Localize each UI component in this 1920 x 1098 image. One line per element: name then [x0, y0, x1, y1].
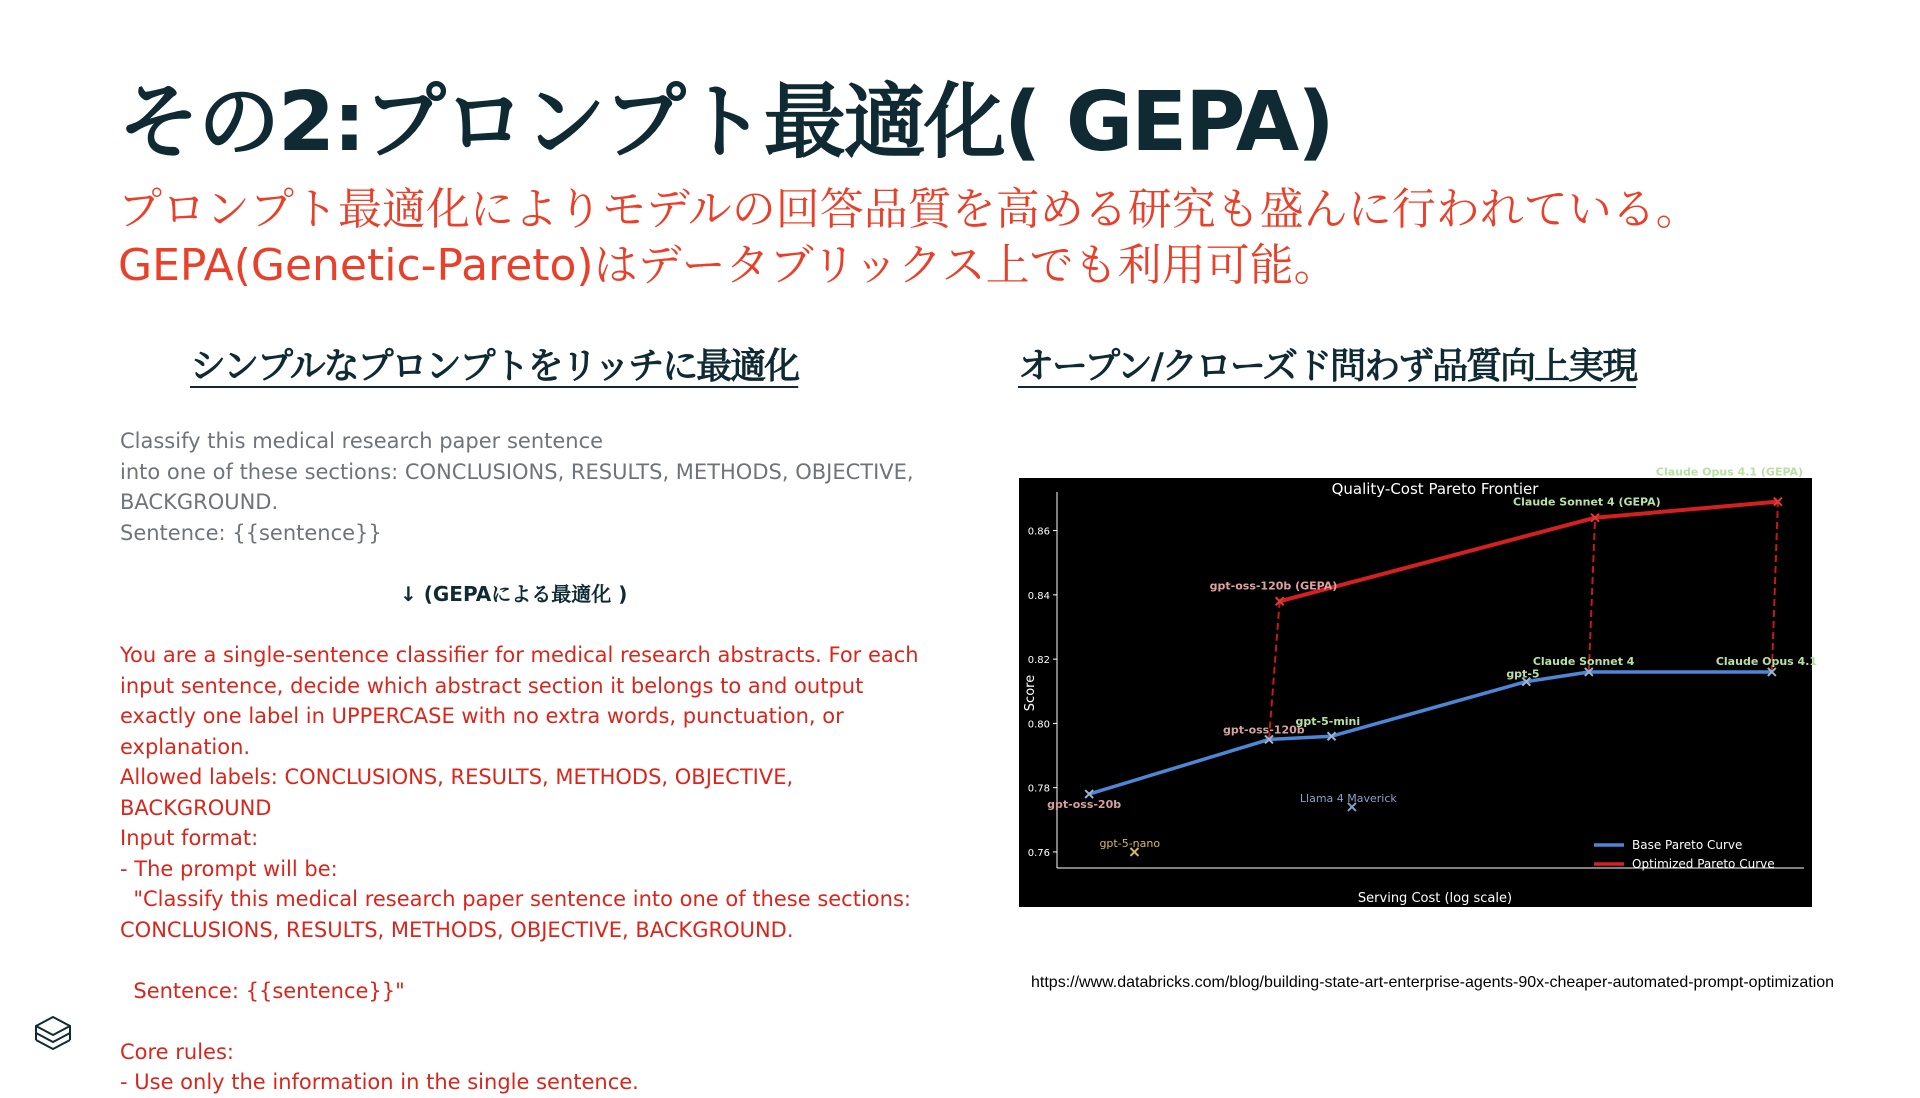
data-point-label: gpt-oss-20b — [1047, 798, 1122, 812]
subtitle-line: プロンプト最適化によりモデルの回答品質を高める研究も盛んに行われている。 — [118, 184, 1700, 235]
data-point-label: Llama 4 Maverick — [1299, 791, 1397, 805]
optimized-prompt-line — [120, 1006, 920, 1037]
pareto-connector — [1589, 518, 1595, 672]
optimized-prompt-line — [120, 945, 920, 976]
optimized-pareto-line — [1280, 502, 1778, 602]
y-tick-label: 0.76 — [1027, 847, 1050, 859]
y-tick-label: 0.84 — [1027, 590, 1050, 602]
original-prompt-line: Sentence: {{sentence}} — [120, 520, 382, 545]
optimized-prompt-line: input sentence, decide which abstract section it belongs to and output — [120, 673, 864, 698]
data-point-label: Claude Sonnet 4 — [1532, 654, 1635, 668]
optimized-prompt-line: - The prompt will be: — [120, 856, 338, 881]
optimized-prompt-line: You are a single-sentence classifier for medical research abstracts. For each — [120, 643, 919, 667]
pareto-connector — [1269, 601, 1280, 739]
optimized-prompt-line: Sentence: {{sentence}}" — [120, 978, 405, 1003]
chart-title: Quality-Cost Pareto Frontier — [1331, 480, 1539, 498]
optimization-arrow-label: ↓ (GEPAによる最適化 ) — [400, 582, 628, 606]
original-prompt-line: into one of these sections: CONCLUSIONS, RESULTS, METHODS, OBJECTIVE, — [120, 459, 914, 484]
chart-x-axis-label: Serving Cost (log scale) — [1357, 891, 1513, 906]
left-column-heading: シンプルなプロンプトをリッチに最適化 — [190, 346, 799, 387]
optimized-prompt — [120, 640, 920, 1094]
chart-y-axis-label: Score — [1023, 674, 1038, 712]
original-prompt-line: Classify this medical research paper sentence — [120, 429, 604, 453]
legend-entry: Optimized Pareto Curve — [1632, 857, 1775, 871]
optimized-prompt-line: Core rules: — [120, 1039, 234, 1064]
data-point-label: Claude Opus 4.1 — [1715, 654, 1818, 668]
data-point-label: gpt-5 — [1506, 667, 1540, 681]
page-title: その2:プロンプト最適化( GEPA) — [118, 75, 1333, 170]
optimized-prompt-line: Allowed labels: CONCLUSIONS, RESULTS, METHODS, OBJECTIVE, — [120, 765, 794, 789]
databricks-stack-icon — [33, 1013, 73, 1055]
original-prompt-line: BACKGROUND. — [120, 490, 279, 514]
subtitle-line: GEPA(Genetic-Pareto)はデータブリックス上でも利用可能。 — [118, 240, 1338, 291]
data-point-label: gpt-oss-120b — [1223, 723, 1305, 737]
y-tick-label: 0.86 — [1027, 526, 1050, 538]
y-tick-label: 0.78 — [1027, 783, 1050, 795]
optimized-prompt-line: Input format: — [120, 826, 259, 850]
pareto-chart-svg — [1019, 465, 1818, 907]
optimized-prompt-line: explanation. — [120, 734, 251, 759]
data-point-label: gpt-5-nano — [1099, 836, 1161, 850]
optimized-prompt-line: CONCLUSIONS, RESULTS, METHODS, OBJECTIVE, BACKGROUND. — [120, 917, 794, 942]
pareto-connector — [1772, 502, 1778, 672]
data-point-label: gpt-5-mini — [1295, 715, 1361, 729]
base-pareto-line — [1089, 672, 1772, 794]
y-tick-label: 0.80 — [1027, 719, 1050, 731]
optimized-prompt-line: "Classify this medical research paper sentence into one of these sections: — [120, 887, 911, 911]
data-point-label: Claude Opus 4.1 (GEPA) — [1655, 465, 1804, 479]
data-point-label: Claude Sonnet 4 (GEPA) — [1513, 495, 1661, 509]
optimized-prompt-line: - Use only the information in the single sentence. — [120, 1070, 639, 1094]
data-point-label: gpt-oss-120b (GEPA) — [1209, 579, 1338, 593]
source-url[interactable]: https://www.databricks.com/blog/building-state-art-enterprise-agents-90x-cheaper-automated-prompt-optimization — [1031, 974, 1835, 991]
subtitle — [118, 182, 1700, 294]
optimized-prompt-line: exactly one label in UPPERCASE with no extra words, punctuation, or — [120, 704, 844, 728]
right-column-heading: オープン/クローズド問わず品質向上実現 — [1018, 346, 1637, 387]
y-tick-label: 0.82 — [1027, 655, 1050, 667]
optimized-prompt-line: BACKGROUND — [120, 795, 272, 820]
original-prompt — [120, 426, 920, 548]
legend-entry: Base Pareto Curve — [1632, 838, 1743, 852]
pareto-chart — [1019, 465, 1818, 907]
